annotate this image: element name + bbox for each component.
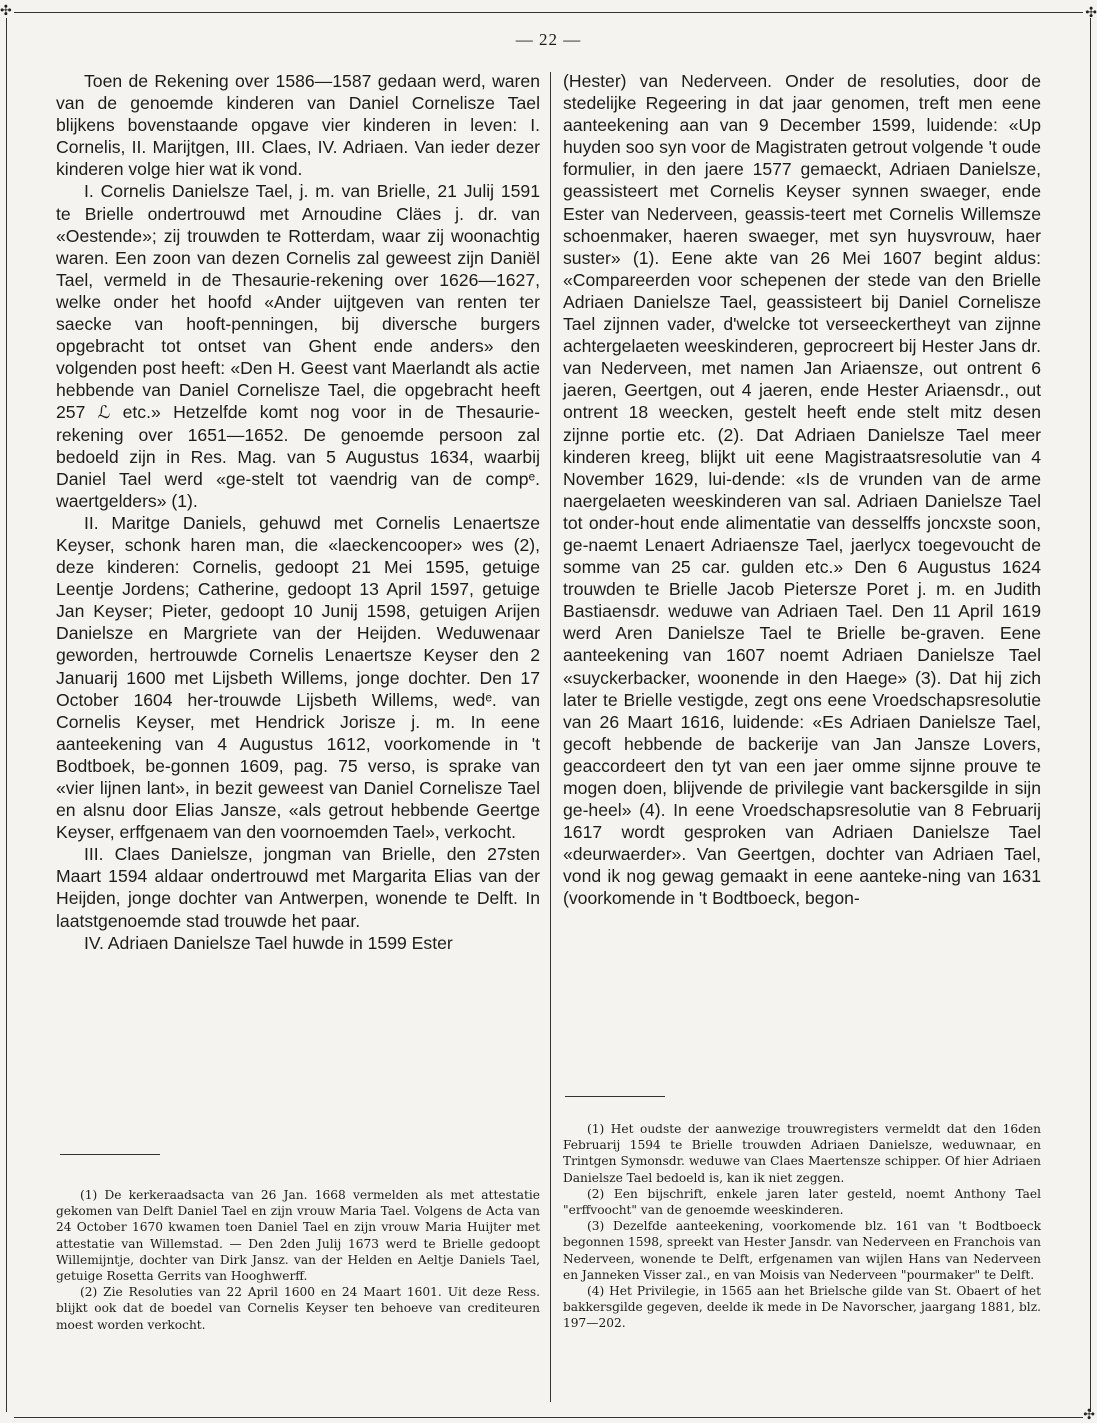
paragraph: II. Maritge Daniels, gehuwd met Cornelis Lenaertsze Keyser, schonk haren man, die «laeckencooper» wes (2), deze kinderen: Cornelis, gedoopt 21 Mei 1595, getuige Leentje Jordens; Catherine, gedoopt 13 April 1597, getuige Jan Keyser; Pieter, gedoopt 10 Junij 1598, getuigen Arijen Danielsze en Margriete van der Heijden. Weduwenaar geworden, hertrouwde Cornelis Lenaertsze Keyser den 2 Januarij 1600 met Lijsbeth Willems, jonge dochter. Den 17 October 1604 her-trouwde Lijsbeth Willems, wedᵉ. van Cornelis Keyser, met Hendrick Jorisze j. m. In eene aanteekening van 4 Augustus 1612, voorkomende in 't Bodtboek, be-gonnen 1609, pag. 75 verso, is sprake van «vier lijnen lant», in bezit geweest van Daniel Cornelisze Tael en alsnu door Elias Jansze, «als getrout hebbende Geertge Keyser, erffgenaem van den voornoemden Tael», verkocht. [56,512,540,843]
column-divider [550,72,551,1402]
page-border-right [1090,18,1091,1412]
footnote: (2) Zie Resoluties van 22 April 1600 en 24 Maart 1601. Uit deze Ress. blijkt ook dat de boedel van Cornelis Keyser ten behoeve van crediteuren moest worden verkocht. [56,1285,540,1332]
corner-ornament-icon: ✣ [0,3,12,19]
page-border-bottom [14,1417,1083,1418]
paragraph: III. Claes Danielsze, jongman van Brielle, den 27sten Maart 1594 aldaar ondertrouwd met Margarita Elias van der Heijden, jonge dochter van Antwerpen, wonende te Delft. In laatstgenoemde stad trouwde het paar. [56,844,540,931]
paragraph: IV. Adriaen Danielsze Tael huwde in 1599 Ester [84,932,453,953]
paragraph: (Hester) van Nederveen. Onder de resoluties, door de stedelijke Regeering in dat jaar genomen, treft men eene aanteekening aan van 9 December 1599, luidende: «Up huyden soo syn voor de Magistraten getrout volgende 't oude formulier, in den jaere 1577 gemaeckt, Adriaen Danielsze, geassisteert met Cornelis Keyser synnen swaeger, ende Ester van Nederveen, geassis-teert met Cornelis Willemsze schoenmaker, haeren swaeger, met syn huysvrouw, haer suster» (1). Eene akte van 26 Mei 1607 begint aldus: «Compareerden voor schepenen der stede van den Brielle Adriaen Danielsze Tael, geassisteert bij Daniel Cornelisze Tael zijnnen vader, d'welcke tot verseeckertheyt van zijnne achtergelaeten weeskinderen, geprocreert bij Hester Jans dr. van Nederveen, met namen Jan Ariaensze, out ontrent 6 jaeren, Geertgen, out 4 jaeren, ende Hester Ariaensdr., out ontrent 18 weecken, gestelt heeft ende stelt mitz desen zijnne portie etc. (2). Dat Adriaen Danielsze Tael meer kinderen kreeg, blijkt uit eene Magistraatsresolutie van 4 November 1629, lui-dende: «Is de vrunden van de arme naergelaeten weeskinderen van sal. Adriaen Danielsze Tael tot onder-hout ende alimentatie van desselffs joncxste soon, ge-naemt Lenaert Adriaensze Tael, jaerlycx toegevoucht de somme van 25 car. gulden etc.» Den 6 Augustus 1624 trouwden te Brielle Jacob Pietersze Poret j. m. en Judith Bastiaensdr. weduwe van Adriaen Tael. Den 11 April 1619 werd Aren Danielsze Tael te Brielle be-graven. Eene aanteekening van 1607 noemt Adriaen Danielsze Tael «suyckerbacker, woonende in den Haege» (3). Dat hij zich later te Brielle vestigde, zegt ons eene Vroedschapsresolutie van 26 Maart 1616, luidende: «Es Adriaen Danielsze Tael, gecoft hebbende de backerije van Jan Jansze Lovers, geaccordeert den tyt van een jaer omme sijnne prouve te mogen doen, blijvende de privilegie vant backersgilde in sijn ge-heel» (4). In eene Vroedschapsresolutie van 8 Februarij 1617 wordt gesproken van Adriaen Danielsze Tael «deurwaerder». Van Geertgen, dochter van Adriaen Tael, vond ik nog gewag gemaakt in eene aanteke-ning van 1631 (voorkomende in 't Bodtboeck, begon- [563,71,1041,909]
footnote-rule [565,1096,665,1097]
footnote: (3) Dezelfde aanteekening, voorkomende blz. 161 van 't Bodtboeck begonnen 1598, spreekt van Hester Jansdr. van Nederveen en Franchois van Nederveen, wonende te Delft, erfgenamen van wijlen Hans van Nederveen en Janneken Visser zal., en van Moisis van Nederveen "pourmaker" te Delft. [563,1219,1041,1282]
footnote-rule [60,1154,160,1155]
left-footnotes [56,1187,540,1333]
page-number: — 22 — [515,30,582,49]
right-column [563,70,1041,910]
page-border-left [6,18,7,1412]
corner-ornament-icon: ✣ [1085,5,1097,21]
paragraph: Toen de Rekening over 1586—1587 gedaan werd, waren van de genoemde kinderen van Daniel Cornelisze Tael blijkens bovenstaande opgave vier kinderen in leven: I. Cornelis, II. Marijtgen, III. Claes, IV. Adriaen. Van ieder dezer kinderen volge hier wat ik vond. [56,71,540,180]
footnote: (1) Het oudste der aanwezige trouwregisters vermeldt dat den 16den Februarij 1594 te Brielle trouwden Adriaen Danielsze, weduwnaar, en Trintgen Symonsdr. weduwe van Claes Maertensze schipper. Of hier Adriaen Danielsze Tael bedoeld is, kan ik niet zeggen. [563,1122,1041,1185]
footnote: (1) De kerkeraadsacta van 26 Jan. 1668 vermelden als met attestatie gekomen van Delft Daniel Tael en zijn vrouw Maria Tael. Volgens de Acta van 24 October 1670 kwamen toen Daniel Tael en zijn vrouw Maria Huijter met attestatie van Willemstad. — Den 2den Julij 1673 werd te Brielle gedoopt Willemijntje, dochter van Dirk Jansz. van der Helden en Aeltje Daniels Tael, getuige Rosetta Gerrits van Hooghwerff. [56,1188,540,1284]
footnote: (2) Een bijschrift, enkele jaren later gesteld, noemt Anthony Tael "erffvoocht" van de genoemde weeskinderen. [563,1186,1041,1218]
left-column [56,70,540,954]
paragraph: I. Cornelis Danielsze Tael, j. m. van Brielle, 21 Julij 1591 te Brielle ondertrouwd met Arnoudine Cläes j. dr. van «Oestende»; zij trouwden te Rotterdam, waar zij woonachtig waren. Een zoon van dezen Cornelis zal geweest zijn Daniël Tael, vermeld in de Thesaurie-rekening over 1626—1627, welke onder het hoofd «Ander uijtgeven van renten ter saecke van hooft-penningen, bij diversche burgers opgebracht tot ontset van Ghent ende anders» den volgenden post heeft: «Den H. Geest vant Maerlandt als actie hebbende van Daniel Cornelisze Tael, die opgebracht heeft 257 ℒ etc.» Hetzelfde komt nog voor in de Thesaurie-rekening over 1651—1652. De genoemde persoon zal bedoeld zijn in Res. Mag. van 5 Augustus 1634, waarbij Daniel Tael werd «ge-stelt tot vaendrig van de compᵉ. waertgelders» (1). [56,181,540,511]
right-footnotes [563,1121,1041,1332]
page-border-top [14,12,1083,13]
corner-ornament-icon: ✣ [1083,1407,1095,1423]
footnote: (4) Het Privilegie, in 1565 aan het Brielsche gilde van St. Obaert of het bakkersgilde gegeven, deelde ik mede in De Navorscher, jaargang 1881, blz. 197—202. [563,1284,1041,1331]
